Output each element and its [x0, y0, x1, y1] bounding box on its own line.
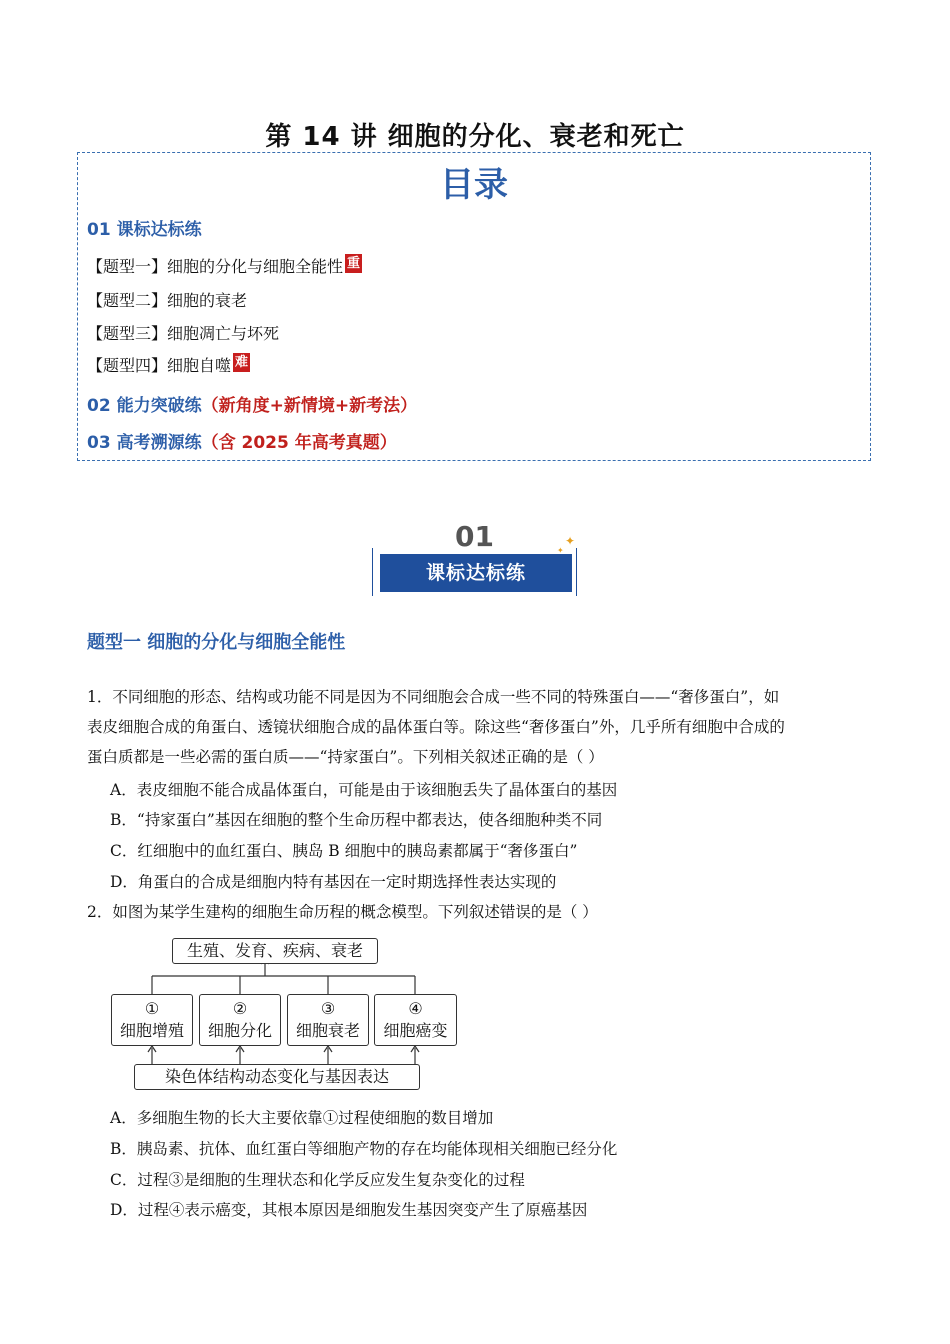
toc-section-2[interactable]: 02 能力突破练（新角度+新情境+新考法） [87, 396, 418, 416]
toc-item-1[interactable]: 【题型一】细胞的分化与细胞全能性 重 [87, 256, 361, 276]
sparkle-icon: ✦ [557, 546, 564, 555]
diagram-bottom-box: 染色体结构动态变化与基因表达 [134, 1064, 420, 1090]
sparkle-icon: ✦ [565, 534, 576, 548]
concept-diagram [110, 936, 460, 1092]
q1-option-c[interactable]: C．红细胞中的血红蛋白、胰岛 B 细胞中的胰岛素都属于“奢侈蛋白” [110, 842, 578, 860]
page-title: 第 14 讲 细胞的分化、衰老和死亡 [265, 122, 685, 152]
question-1-stem: 1．不同细胞的形态、结构或功能不同是因为不同细胞会合成一些不同的特殊蛋白——“奢侈蛋白”，如 表皮细胞合成的角蛋白、透镜状细胞合成的晶体蛋白等。除这些“奢侈蛋白”外，几乎所有细胞中合成的 蛋白质都是一些必需的蛋白质——“持家蛋白”。下列相关叙述正确的是（ ） [87, 688, 785, 766]
diagram-box-4: ④ 细胞癌变 [374, 994, 457, 1046]
section-title: 题型一 细胞的分化与细胞全能性 [87, 632, 346, 653]
toc-heading: 目录 [440, 165, 508, 205]
diagram-box-3: ③ 细胞衰老 [287, 994, 369, 1046]
q1-option-b[interactable]: B．“持家蛋白”基因在细胞的整个生命历程中都表达，使各细胞种类不同 [110, 811, 603, 829]
q1-option-a[interactable]: A．表皮细胞不能合成晶体蛋白，可能是由于该细胞丢失了晶体蛋白的基因 [110, 781, 618, 799]
diagram-box-2: ② 细胞分化 [199, 994, 281, 1046]
q2-option-a[interactable]: A．多细胞生物的长大主要依靠①过程使细胞的数目增加 [110, 1109, 494, 1127]
toc-item-2[interactable]: 【题型二】细胞的衰老 [87, 291, 248, 310]
question-2-stem: 2．如图为某学生建构的细胞生命历程的概念模型。下列叙述错误的是（ ） [87, 903, 598, 921]
diagram-box-1: ① 细胞增殖 [111, 994, 193, 1046]
q2-option-b[interactable]: B．胰岛素、抗体、血红蛋白等细胞产物的存在均能体现相关细胞已经分化 [110, 1140, 618, 1158]
hard-tag: 难 [235, 355, 249, 370]
q2-option-d[interactable]: D．过程④表示癌变，其根本原因是细胞发生基因突变产生了原癌基因 [110, 1201, 588, 1219]
key-tag: 重 [347, 256, 361, 271]
section-banner [372, 520, 582, 598]
toc-section-1[interactable]: 01 课标达标练 [87, 220, 202, 240]
toc-item-3[interactable]: 【题型三】细胞凋亡与坏死 [87, 324, 280, 343]
q2-option-c[interactable]: C．过程③是细胞的生理状态和化学反应发生复杂变化的过程 [110, 1171, 525, 1189]
toc-section-3[interactable]: 03 高考溯源练（含 2025 年高考真题） [87, 433, 397, 453]
banner-label: 课标达标练 [380, 554, 572, 592]
diagram-top-box: 生殖、发育、疾病、衰老 [172, 938, 378, 964]
table-of-contents [77, 152, 871, 461]
banner-number: 01 [455, 520, 494, 553]
toc-item-4[interactable]: 【题型四】细胞自噬 难 [87, 355, 249, 375]
q1-option-d[interactable]: D．角蛋白的合成是细胞内特有基因在一定时期选择性表达实现的 [110, 873, 557, 891]
